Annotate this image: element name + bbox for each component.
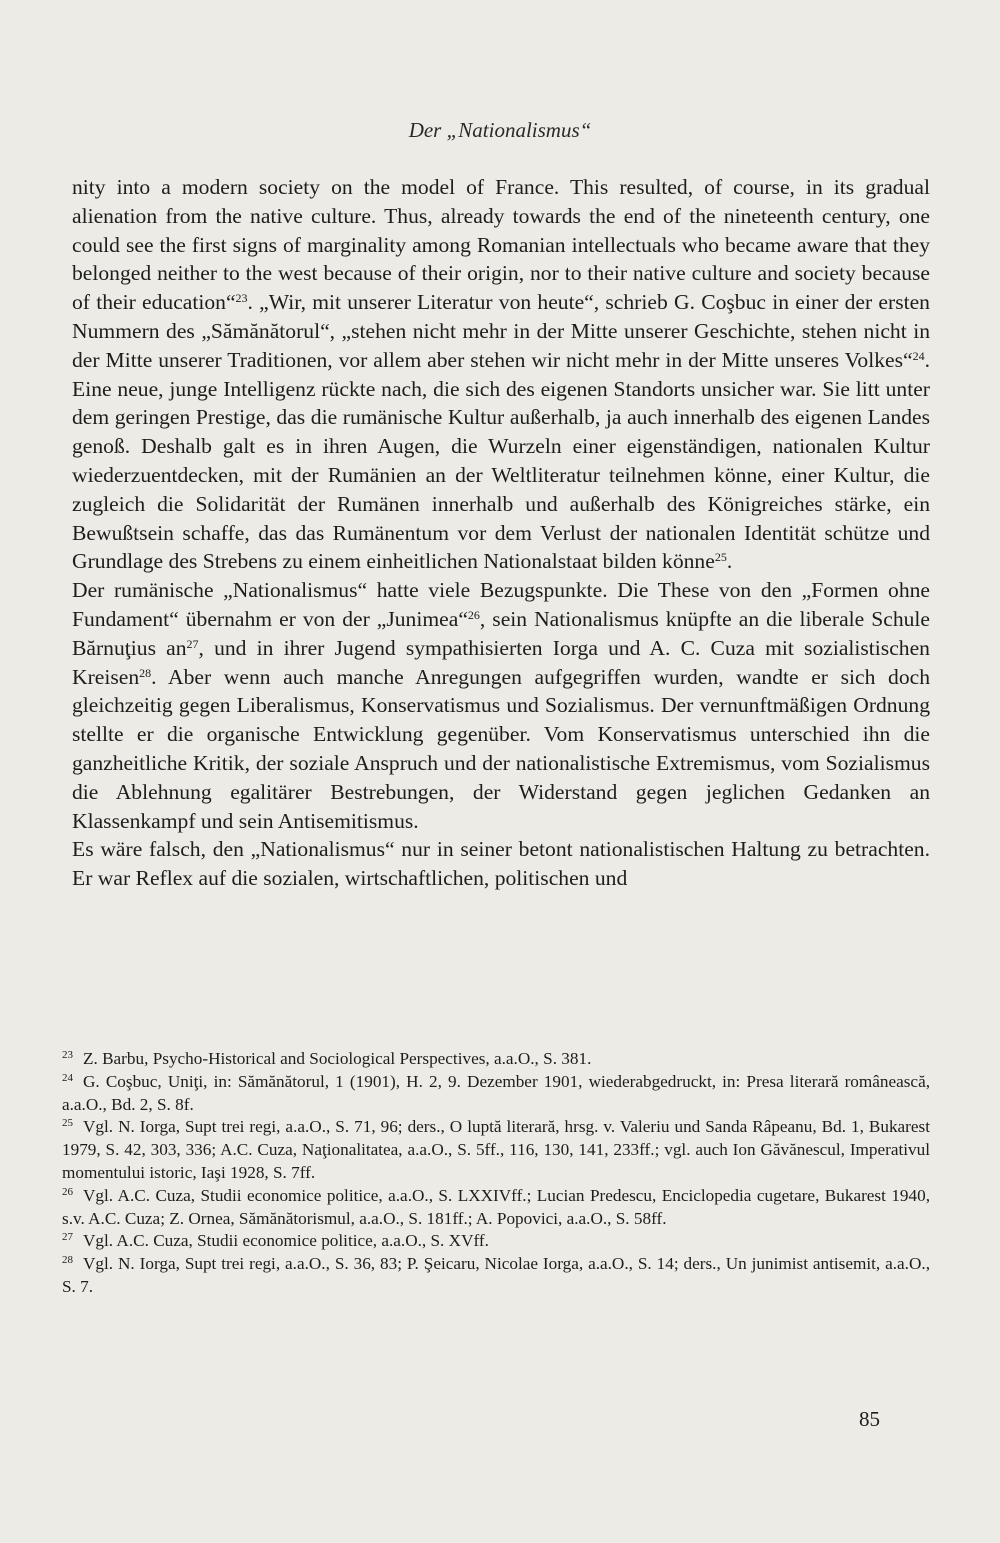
footnote-number: 25 bbox=[62, 1117, 73, 1130]
footnote bbox=[62, 1230, 930, 1253]
footnote-text: Vgl. N. Iorga, Supt trei regi, a.a.O., S. 36, 83; P. Şeicaru, Nicolae Iorga, a.a.O., S. 14; ders., Un junimist antisemit, a.a.O., S. 7. bbox=[62, 1254, 930, 1296]
footnote-reference: 23 bbox=[235, 291, 248, 306]
footnote-text: Vgl. A.C. Cuza, Studii economice politice, a.a.O., S. LXXIVff.; Lucian Predescu, Enciclopedia cugetare, Bukarest 1940, s.v. A.C. Cuza; Z. Ornea, Sămănătorismul, a.a.O., S. 181ff.; A. Popovici, a.a.O., S. 58ff. bbox=[62, 1185, 930, 1228]
footnote-text: Vgl. A.C. Cuza, Studii economice politice, a.a.O., S. XVff. bbox=[83, 1231, 489, 1251]
footnote-text: G. Coşbuc, Uniţi, in: Sămănătorul, 1 (1901), H. 2, 9. Dezember 1901, wiederabgedruckt, in: Presa literară românească, a.a.O., Bd. 2, S. 8f. bbox=[62, 1071, 930, 1114]
main-text bbox=[72, 173, 930, 893]
footnote-text: Z. Barbu, Psycho-Historical and Sociological Perspectives, a.a.O., S. 381. bbox=[83, 1049, 592, 1068]
page-number: 85 bbox=[859, 1407, 880, 1431]
paragraph-1: nity into a modern society on the model of France. This resulted, of course, in its gradual alienation from the native culture. Thus, already towards the end of the nineteenth century, one could see the first signs of marginality among Romanian intellectuals who became aware that they belonged neither to the west because of their origin, nor to their native culture and society because of their education“$^{23}$. „Wir, mit unserer Literatur von heute“, schrieb G. Coşbuc in einer der ersten Nummern des „Sămănătorul“, „stehen nicht mehr in der Mitte unserer Geschichte, stehen nicht in der Mitte unserer Traditionen, vor allem aber stehen wir nicht mehr in der Mitte unseres Volkes“$^{24}$. Eine neue, junge Intelligenz rückte nach, die sich des eigenen Standorts unsicher war. Sie litt unter dem geringen Prestige, das die rumänische Kultur außerhalb, ja auch innerhalb des eigenen Landes genoß. Deshalb galt es in ihren Augen, die Wurzeln einer eigenständigen, nationalen Kultur wiederzuentdecken, mit der Rumänien an der Weltliteratur teilnehmen könne, einer Kultur, die zugleich die Solidarität der Rumänen innerhalb und außerhalb des Königreiches stärke, ein Bewußtsein schaffe, das das Rumänentum vor dem Verlust der nationalen Identität schütze und Grundlage des Strebens zu einem einheitlichen Nationalstaat bilden könne$^{25}$. bbox=[72, 175, 930, 574]
footnote-number: 27 bbox=[62, 1231, 73, 1244]
footnote-reference: 27 bbox=[186, 636, 199, 651]
footnote-text: Vgl. N. Iorga, Supt trei regi, a.a.O., S. 71, 96; ders., O luptă literară, hrsg. v. Valeriu und Sanda Râpeanu, Bd. 1, Bukarest 1979, S. 42, 303, 336; A.C. Cuza, Naţionalitatea, a.a.O., S. 5ff., 116, 130, 141, 233ff.; vgl. auch Ion Găvănescul, Imperativul momentului istoric, Iaşi 1928, S. 7ff. bbox=[62, 1117, 930, 1182]
footnote bbox=[62, 1253, 930, 1299]
footnote-reference: 25 bbox=[714, 550, 727, 565]
footnote-reference: 26 bbox=[467, 607, 480, 622]
footnote bbox=[62, 1071, 930, 1117]
footnote bbox=[62, 1185, 930, 1231]
footnotes bbox=[62, 1048, 930, 1299]
footnote-number: 26 bbox=[62, 1185, 73, 1198]
footnote bbox=[62, 1116, 930, 1184]
footnote bbox=[62, 1048, 930, 1071]
footnote-reference: 28 bbox=[139, 665, 152, 680]
footnote-reference: 24 bbox=[912, 348, 925, 363]
paragraph-2: Der rumänische „Nationalismus“ hatte viele Bezugspunkte. Die These von den „Formen ohne Fundament“ übernahm er von der „Junimea“$^{26}$, sein Nationalismus knüpfte an die liberale Schule Bărnuţius $an^{27}$, und in ihrer Jugend sympathisierten Iorga und A. C. Cuza mit sozialistischen Kreisen$^{28}$. Aber wenn auch manche Anregungen aufgegriffen wurden, wandte er sich doch gleichzeitig gegen Liberalismus, Konservatismus und Sozialismus. Der vernunftmäßigen Ordnung stellte er die organische Entwicklung gegenüber. Vom Konservatismus unterschied ihn die ganzheitliche Kritik, der soziale Anspruch und der nationalistische Extremismus, vom Sozialismus die Ablehnung egalitärer Bestrebungen, der Widerstand gegen jeglichen Gedanken an Klassenkampf und sein Antisemitismus. bbox=[72, 578, 930, 833]
paragraph-3: Es wäre falsch, den „Nationalismus“ nur in seiner betont nationalistischen Haltung zu betrachten. Er war Reflex auf die sozialen, wirtschaftlichen, politischen und bbox=[72, 837, 930, 891]
footnote-number: 23 bbox=[62, 1049, 73, 1061]
footnote-number: 28 bbox=[62, 1254, 73, 1267]
running-head: Der „Nationalismus“ bbox=[408, 118, 592, 142]
footnote-number: 24 bbox=[62, 1071, 73, 1084]
